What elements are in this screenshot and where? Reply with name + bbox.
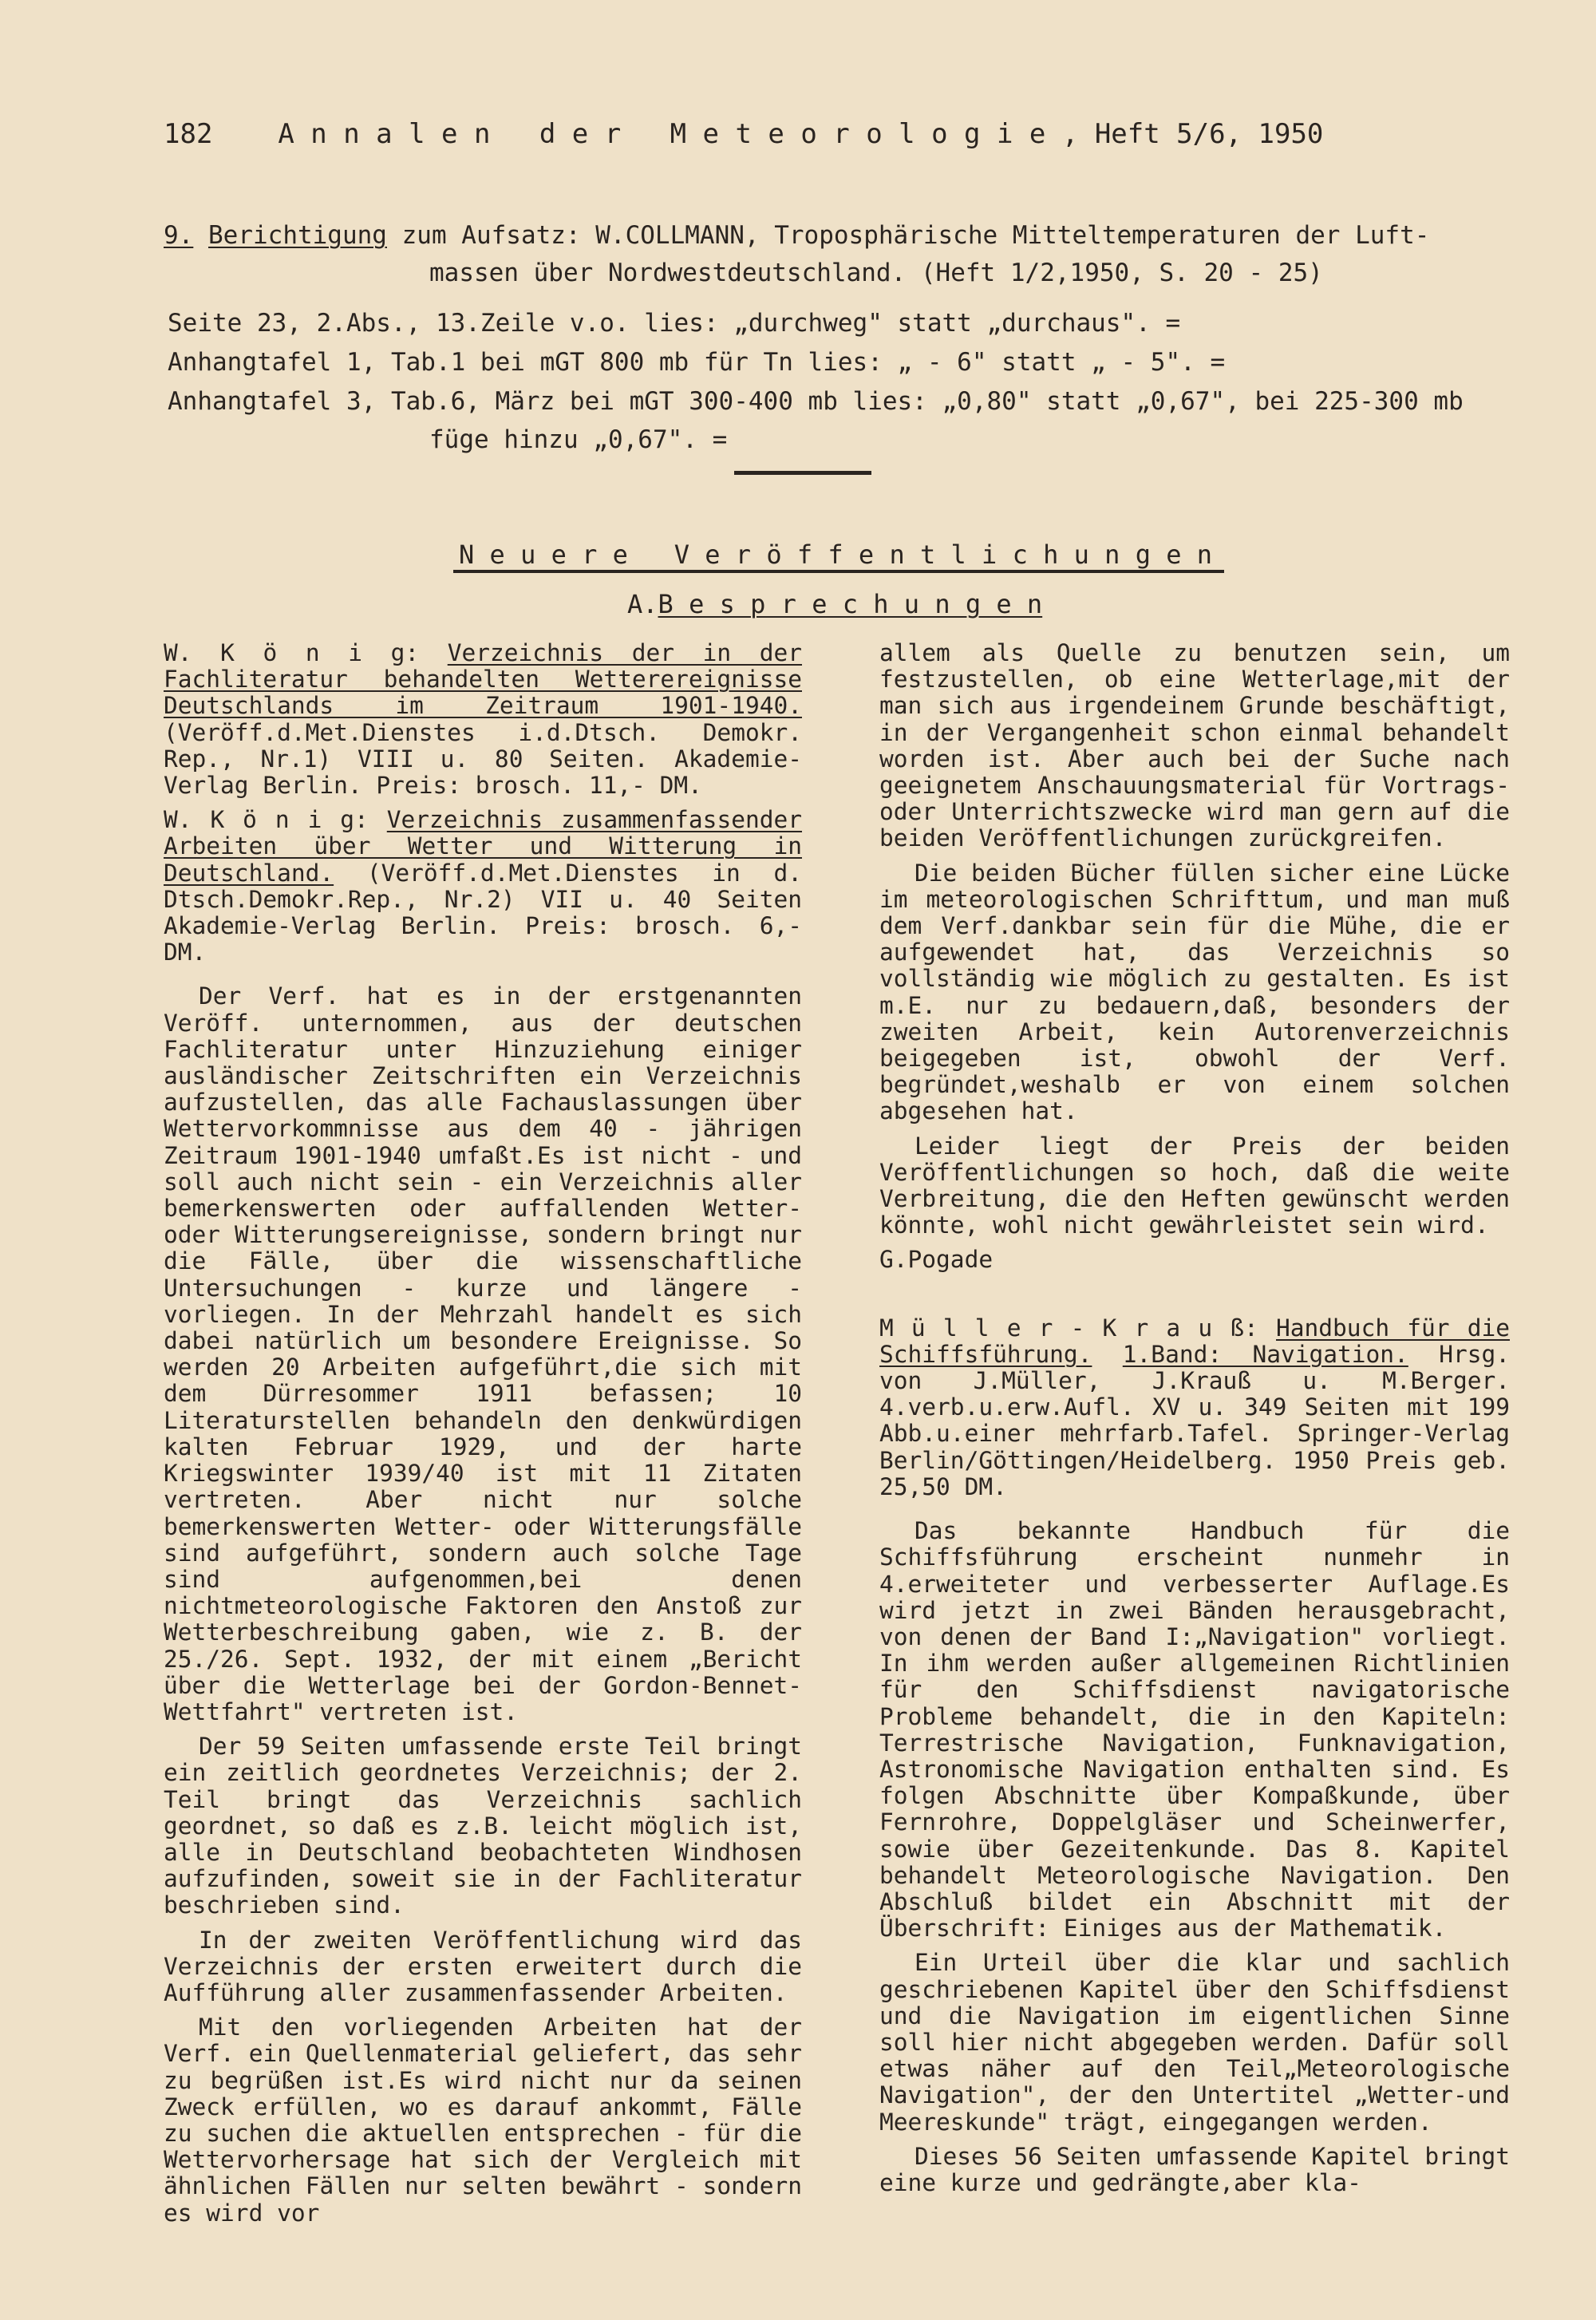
correction-item-2: Anhangtafel 1, Tab.1 bei mGT 800 mb für Tn lies: „ - 6" statt „ - 5". = — [168, 348, 1226, 377]
section-title: N e u e r e V e r ö f f e n t l i c h u n g e n — [459, 539, 1213, 570]
ref-3-details: Hrsg. von J.Müller, J.Krauß u. M.Berger. 4.verb.u.erw.Aufl. XV u. 349 Seiten mit 199 Abb.u.einer mehrfarb.Tafel. Springer-Verlag Berlin/Göttingen/Heidelberg. 1950 Preis geb. 25,50 DM. — [879, 1340, 1510, 1500]
left-paragraph-3: In der zweiten Veröffentlichung wird das Verzeichnis der ersten erweitert durch die Aufführung aller zusammenfassender Arbeiten. — [164, 1926, 802, 2006]
correction-heading — [164, 222, 1429, 249]
correction-line-1: zum Aufsatz: W.COLLMANN, Troposphärische Mitteltemperaturen der Luft- — [386, 221, 1430, 250]
ref-1-title: Verzeichnis der in der Fachliteratur behandelten Wetterereignisse Deutschlands im Zeitraum 1901-1940. — [164, 639, 803, 720]
subsection-name: B e s p r e c h u n g e n — [658, 589, 1043, 619]
section-divider — [734, 471, 871, 475]
review-ref-2 — [164, 807, 802, 966]
running-header — [164, 118, 1323, 150]
subsection-title — [627, 589, 1042, 619]
right-paragraph-4: Das bekannte Handbuch für die Schiffsführung erscheint nunmehr in 4.erweiteter und verbesserter Auflage.Es wird jetzt in zwei Bänden herausgebracht, von denen der Band I:„Navigation" vorliegt. In ihm werden außer allgemeinen Richtlinien für den Schiffsdienst navigatorische Probleme behandelt, die in den Kapiteln: Terrestrische Navigation, Funknavigation, Astronomische Navigation enthalten sind. Es folgen Abschnitte über Kompaßkunde, über Fernrohre, Doppelgläser und Scheinwerfer, sowie über Gezeitenkunde. Das 8. Kapitel behandelt Meteorologische Navigation. Den Abschluß bildet ein Abschnitt mit der Überschrift: Einiges aus der Mathematik. — [879, 1517, 1510, 1943]
left-column — [164, 640, 802, 2235]
correction-item-3: Anhangtafel 3, Tab.6, März bei mGT 300-400 mb lies: „0,80" statt „0,67", bei 225-300 mb — [168, 387, 1464, 416]
right-paragraph-5: Ein Urteil über die klar und sachlich geschriebenen Kapitel über den Schiffsdienst und die Navigation im eigentlichen Sinne soll hier nicht abgegeben werden. Dafür soll etwas näher auf den Teil„Meteorologische Navigation", der den Untertitel „Wetter-und Meereskunde" trägt, eingegangen werden. — [879, 1949, 1510, 2136]
right-paragraph-2: Die beiden Bücher füllen sicher eine Lücke im meteorologischen Schrifttum, und man muß dem Verf.dankbar sein für die Mühe, die er aufgewendet hat, das Verzeichnis so vollständig wie möglich zu gestalten. Es ist m.E. nur zu bedauern,daß, besonders der zweiten Arbeit, kein Autorenverzeichnis beigegeben ist, obwohl der Verf. begründet,weshalb er von einem solchen abgesehen hat. — [879, 859, 1510, 1125]
left-paragraph-2: Der 59 Seiten umfassende erste Teil bringt ein zeitlich geordnetes Verzeichnis; der 2. Teil bringt das Verzeichnis sachlich geordnet, so daß es z.B. leicht möglich ist, alle in Deutschland beobachteten Windhosen aufzufinden, soweit sie in der Fachliteratur beschrieben sind. — [164, 1733, 802, 1919]
left-paragraph-4: Mit den vorliegenden Arbeiten hat der Verf. ein Quellenmaterial geliefert, das sehr zu begrüßen ist.Es wird nicht nur da seinen Zweck erfüllen, wo es darauf ankommt, Fälle zu suchen die aktuellen entsprechen - für die Wettervorhersage hat sich der Vergleich mit ähnlichen Fällen nur selten bewährt - sondern es wird vor — [164, 2014, 802, 2227]
journal-name: A n n a l e n d e r M e t e o r o l o g i e , — [278, 118, 1079, 150]
correction-line-2: massen über Nordwestdeutschland. (Heft 1/2,1950, S. 20 - 25) — [429, 259, 1323, 287]
ref-2-details: (Veröff.d.Met.Dienstes in d. Dtsch.Demokr.Rep., Nr.2) VII u. 40 Seiten Akademie-Verlag Berlin. Preis: brosch. 6,- DM. — [164, 859, 803, 966]
ref-1-details: (Veröff.d.Met.Dienstes i.d.Dtsch. Demokr. Rep., Nr.1) VIII u. 80 Seiten. Akademie-Verlag Berlin. Preis: brosch. 11,- DM. — [164, 718, 802, 800]
right-paragraph-1: allem als Quelle zu benutzen sein, um festzustellen, ob eine Wetterlage,mit der man sich aus irgendeinem Grunde beschäftigt, in der Vergangenheit schon einmal behandelt worden ist. Aber auch bei der Suche nach geeignetem Anschauungsmaterial für Vortrags- oder Unterrichtszwecke wird man gern auf die beiden Veröffentlichungen zurückgreifen. — [879, 639, 1510, 852]
ref-2-author: W. K ö n i g: — [164, 806, 369, 834]
left-paragraph-1: Der Verf. hat es in der erstgenannten Veröff. unternommen, aus der deutschen Fachliteratur unter Hinzuziehung einiger ausländischer Zeitschriften ein Verzeichnis aufzustellen, das alle Fachauslassungen über Wettervorkommnisse aus dem 40 - jährigen Zeitraum 1901-1940 umfaßt.Es ist nicht - und soll auch nicht sein - ein Verzeichnis aller bemerkenswerten oder auffallenden Wetter- oder Witterungsereignisse, sondern bringt nur die Fälle, über die wissenschaftliche Untersuchungen - kurze und längere - vorliegen. In der Mehrzahl handelt es sich dabei natürlich um besondere Ereignisse. So werden 20 Arbeiten aufgeführt,die sich mit dem Dürresommer 1911 befassen; 10 Literaturstellen behandeln den denkwürdigen kalten Februar 1929, und der harte Kriegswinter 1939/40 ist mit 11 Zitaten vertreten. Aber nicht nur solche bemerkenswerten Wetter- oder Witterungsfälle sind aufgeführt, sondern auch solche Tage sind aufgenommen,bei denen nichtmeteorologische Faktoren den Anstoß zur Wetterbeschreibung gaben, wie z. B. der 25./26. Sept. 1932, der mit einem „Bericht über die Wetterlage bei der Gordon-Bennet-Wettfahrt" vertreten ist. — [164, 982, 802, 1725]
right-paragraph-6: Dieses 56 Seiten umfassende Kapitel bringt eine kurze und gedrängte,aber kla- — [879, 2142, 1510, 2196]
ref-1-author: W. K ö n i g: — [164, 639, 420, 666]
correction-number: 9. — [164, 221, 194, 250]
review-ref-3 — [879, 1315, 1510, 1500]
correction-item-1: Seite 23, 2.Abs., 13.Zeile v.o. lies: „durchweg" statt „durchaus". = — [168, 309, 1181, 338]
correction-item-4: füge hinzu „0,67". = — [429, 425, 728, 454]
issue-info: Heft 5/6, 1950 — [1094, 118, 1324, 150]
right-paragraph-3: Leider liegt der Preis der beiden Veröffentlichungen so hoch, daß die weite Verbreitung, die den Heften gewünscht werden könnte, wohl nicht gewährleistet sein wird. — [879, 1132, 1510, 1239]
ref-2-title: Verzeichnis zusammenfassender Arbeiten über Wetter und Witterung in Deutschland. — [164, 806, 803, 887]
ref-3-title: Handbuch für die Schiffsführung. — [879, 1314, 1510, 1368]
ref-3-volume: 1.Band: Navigation. — [1122, 1340, 1408, 1368]
right-column — [879, 640, 1510, 2204]
section-title-underline — [453, 570, 1224, 573]
review-ref-1 — [164, 640, 802, 799]
ref-3-author: M ü l l e r - K r a u ß: — [879, 1314, 1258, 1342]
correction-title: Berichtigung — [208, 221, 387, 250]
page-number: 182 — [164, 118, 213, 150]
reviewer-signature: G.Pogade — [879, 1246, 994, 1274]
subsection-prefix: A. — [627, 589, 658, 619]
